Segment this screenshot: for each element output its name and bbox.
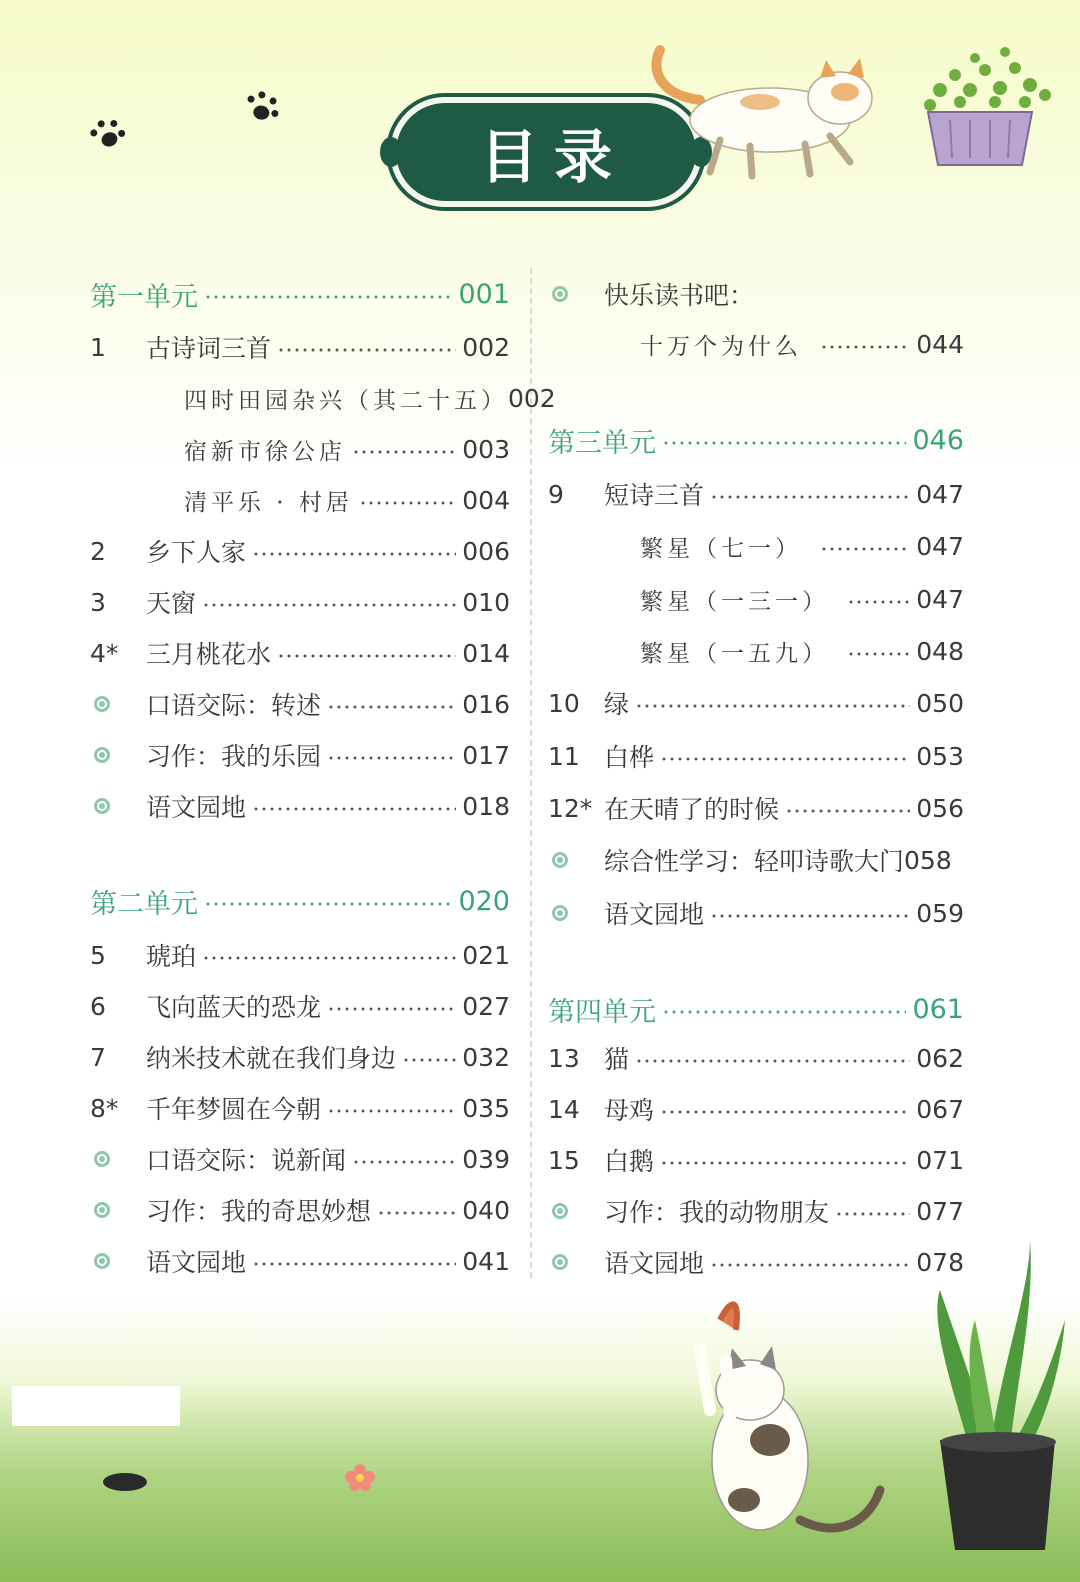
lesson-title: 千年梦圆在今朝 xyxy=(146,1095,322,1124)
lesson-title: 短诗三首 xyxy=(604,481,705,510)
lesson-title: 白鹅 xyxy=(604,1147,655,1176)
leader-dots xyxy=(660,757,910,761)
leader-dots xyxy=(785,809,910,813)
unit-title: 第二单元 xyxy=(90,888,198,920)
leader-dots xyxy=(202,956,456,960)
circle-bullet-icon xyxy=(94,1253,110,1269)
circle-bullet-icon xyxy=(94,696,110,712)
page-number: 061 xyxy=(912,993,964,1025)
page-number: 002 xyxy=(508,383,556,413)
leader-dots xyxy=(660,1110,910,1114)
page-number: 044 xyxy=(916,329,964,359)
toc-activity-row[interactable] xyxy=(548,840,964,880)
subitem-title: 繁星（一三一） xyxy=(640,588,829,615)
page-number: 047 xyxy=(916,479,964,509)
lesson-title: 猫 xyxy=(604,1045,630,1074)
stone-icon xyxy=(100,1470,150,1492)
leader-dots xyxy=(204,902,452,906)
page-number: 006 xyxy=(462,536,510,566)
page-number: 004 xyxy=(462,485,510,515)
page-number: 040 xyxy=(462,1195,510,1225)
toc-subitem-row[interactable] xyxy=(548,631,964,671)
toc-activity-row[interactable] xyxy=(90,1241,510,1281)
leader-dots xyxy=(252,807,456,811)
toc-lesson-row[interactable] xyxy=(548,736,964,776)
leader-dots xyxy=(835,1212,910,1216)
activity-title: 习作：我的奇思妙想 xyxy=(146,1197,372,1226)
activity-title: 语文园地 xyxy=(604,1249,705,1278)
activity-title: 习作：我的乐园 xyxy=(146,742,322,771)
lesson-number: 6 xyxy=(90,991,106,1021)
lesson-title: 飞向蓝天的恐龙 xyxy=(146,993,322,1022)
toc-subitem-row[interactable] xyxy=(90,429,510,469)
snake-plant-illustration xyxy=(920,1230,1070,1560)
leader-dots xyxy=(377,1211,456,1215)
toc-lesson-row[interactable] xyxy=(90,531,510,571)
toc-lesson-row[interactable] xyxy=(90,327,510,367)
lesson-number: 2 xyxy=(90,536,106,566)
page-number: 071 xyxy=(916,1145,964,1175)
page-number: 003 xyxy=(462,434,510,464)
page-number: 041 xyxy=(462,1246,510,1276)
circle-bullet-icon xyxy=(94,798,110,814)
leader-dots xyxy=(327,705,456,709)
leader-dots xyxy=(820,345,910,349)
playing-cat-illustration xyxy=(680,1290,900,1560)
unit-title: 第三单元 xyxy=(548,427,656,459)
subitem-title: 繁星（一五九） xyxy=(640,640,829,667)
leader-dots xyxy=(327,756,456,760)
activity-title: 语文园地 xyxy=(146,1248,247,1277)
leader-dots xyxy=(635,704,910,708)
circle-bullet-icon xyxy=(552,1203,568,1219)
toc-lesson-row[interactable] xyxy=(548,788,964,828)
lesson-title: 三月桃花水 xyxy=(146,640,272,669)
toc-lesson-row[interactable] xyxy=(90,582,510,622)
circle-bullet-icon xyxy=(552,1254,568,1270)
toc-lesson-row[interactable] xyxy=(548,1140,964,1180)
toc-lesson-row[interactable] xyxy=(548,1089,964,1129)
subitem-title: 十万个为什么 xyxy=(640,333,802,360)
lesson-number: 4* xyxy=(90,638,119,668)
leader-dots xyxy=(660,1161,910,1165)
toc-lesson-row[interactable] xyxy=(90,986,510,1026)
lesson-title: 乡下人家 xyxy=(146,538,247,567)
circle-bullet-icon xyxy=(552,852,568,868)
lesson-title: 白桦 xyxy=(604,743,655,772)
page-number: 056 xyxy=(916,793,964,823)
lesson-title: 琥珀 xyxy=(146,942,197,971)
toc-unit-row[interactable] xyxy=(90,274,510,314)
toc-unit-row[interactable] xyxy=(90,881,510,921)
circle-bullet-icon xyxy=(94,1151,110,1167)
toc-lesson-row[interactable] xyxy=(548,683,964,723)
lesson-number: 15 xyxy=(548,1145,580,1175)
flower-icon xyxy=(340,1462,380,1492)
lesson-number: 12* xyxy=(548,793,593,823)
blank-patch xyxy=(12,1386,180,1426)
lesson-title: 天窗 xyxy=(146,589,197,618)
toc-lesson-row[interactable] xyxy=(90,1037,510,1077)
leader-dots xyxy=(202,603,456,607)
page-number: 059 xyxy=(916,898,964,928)
leader-dots xyxy=(662,441,906,445)
paw-print-icon xyxy=(241,89,286,129)
page-number: 001 xyxy=(458,278,510,310)
lesson-number: 9 xyxy=(548,479,564,509)
page-number: 016 xyxy=(462,689,510,719)
toc-subitem-row[interactable] xyxy=(90,378,556,418)
page-title: 目录 xyxy=(479,123,628,191)
leader-dots xyxy=(352,450,456,454)
page-number: 035 xyxy=(462,1093,510,1123)
toc-lesson-row[interactable] xyxy=(548,474,964,514)
leader-dots xyxy=(352,1160,456,1164)
lesson-number: 8* xyxy=(90,1093,119,1123)
page-number: 047 xyxy=(916,531,964,561)
lesson-number: 7 xyxy=(90,1042,106,1072)
paw-print-icon xyxy=(85,112,134,158)
leader-dots xyxy=(277,654,456,658)
toc-unit-row[interactable] xyxy=(548,989,964,1029)
leader-dots xyxy=(402,1058,456,1062)
lesson-number: 10 xyxy=(548,688,580,718)
toc-activity-row[interactable] xyxy=(90,1190,510,1230)
toc-unit-row[interactable] xyxy=(548,420,964,460)
lesson-title: 绿 xyxy=(604,690,630,719)
toc-subitem-row[interactable] xyxy=(548,579,964,619)
activity-title: 口语交际：转述 xyxy=(146,691,322,720)
page-number: 053 xyxy=(916,741,964,771)
lesson-number: 3 xyxy=(90,587,106,617)
leader-dots xyxy=(847,600,910,604)
leader-dots xyxy=(359,501,456,505)
circle-bullet-icon xyxy=(94,747,110,763)
leader-dots xyxy=(662,1010,906,1014)
page-number: 067 xyxy=(916,1094,964,1124)
lesson-title: 古诗词三首 xyxy=(146,334,272,363)
leader-dots xyxy=(327,1007,456,1011)
leader-dots xyxy=(710,495,910,499)
leader-dots xyxy=(204,295,452,299)
leader-dots xyxy=(277,348,456,352)
toc-subitem-row[interactable] xyxy=(548,324,964,364)
page-number: 021 xyxy=(462,940,510,970)
column-divider xyxy=(530,268,532,1278)
activity-title: 语文园地 xyxy=(146,793,247,822)
leader-dots xyxy=(710,914,910,918)
leader-dots xyxy=(820,547,910,551)
page-number: 077 xyxy=(916,1196,964,1226)
page-number: 032 xyxy=(462,1042,510,1072)
page-number: 027 xyxy=(462,991,510,1021)
page-number: 058 xyxy=(904,845,952,875)
toc-activity-row[interactable] xyxy=(548,274,964,314)
toc-activity-row[interactable] xyxy=(90,735,510,775)
leader-dots xyxy=(710,1263,910,1267)
activity-title: 快乐读书吧： xyxy=(604,281,755,310)
page-number: 018 xyxy=(462,791,510,821)
leader-dots xyxy=(252,1262,456,1266)
lesson-number: 14 xyxy=(548,1094,580,1124)
leader-dots xyxy=(252,552,456,556)
page-number: 062 xyxy=(916,1043,964,1073)
toc-lesson-row[interactable] xyxy=(90,1088,510,1128)
leader-dots xyxy=(635,1059,910,1063)
circle-bullet-icon xyxy=(94,1202,110,1218)
toc-lesson-row[interactable] xyxy=(90,935,510,975)
lesson-number: 13 xyxy=(548,1043,580,1073)
page-number: 020 xyxy=(458,885,510,917)
page-number: 078 xyxy=(916,1247,964,1277)
page-number: 046 xyxy=(912,424,964,456)
toc-subitem-row[interactable] xyxy=(90,480,510,520)
toc-lesson-row[interactable] xyxy=(90,633,510,673)
page-number: 017 xyxy=(462,740,510,770)
toc-activity-row[interactable] xyxy=(90,684,510,724)
toc-activity-row[interactable] xyxy=(548,893,964,933)
lesson-number: 5 xyxy=(90,940,106,970)
toc-activity-row[interactable] xyxy=(548,1191,964,1231)
lesson-title: 纳米技术就在我们身边 xyxy=(146,1044,397,1073)
circle-bullet-icon xyxy=(552,286,568,302)
page-number: 048 xyxy=(916,636,964,666)
lesson-number: 11 xyxy=(548,741,580,771)
subitem-title: 繁星（七一） xyxy=(640,535,802,562)
lesson-number: 1 xyxy=(90,332,106,362)
page-number: 010 xyxy=(462,587,510,617)
activity-title: 语文园地 xyxy=(604,900,705,929)
activity-title: 综合性学习：轻叩诗歌大门 xyxy=(604,847,905,876)
toc-subitem-row[interactable] xyxy=(548,526,964,566)
lesson-title: 母鸡 xyxy=(604,1096,655,1125)
toc-lesson-row[interactable] xyxy=(548,1038,964,1078)
page-number: 014 xyxy=(462,638,510,668)
unit-title: 第一单元 xyxy=(90,281,198,313)
leader-dots xyxy=(847,652,910,656)
toc-activity-row[interactable] xyxy=(90,786,510,826)
page-number: 002 xyxy=(462,332,510,362)
unit-title: 第四单元 xyxy=(548,996,656,1028)
toc-activity-row[interactable] xyxy=(548,1242,964,1282)
subitem-title: 宿新市徐公店 xyxy=(184,438,346,465)
toc-activity-row[interactable] xyxy=(90,1139,510,1179)
potted-plant-illustration xyxy=(910,40,1060,170)
lesson-title: 在天晴了的时候 xyxy=(604,795,780,824)
circle-bullet-icon xyxy=(552,905,568,921)
page-number: 050 xyxy=(916,688,964,718)
leader-dots xyxy=(327,1109,456,1113)
activity-title: 口语交际：说新闻 xyxy=(146,1146,347,1175)
subitem-title: 四时田园杂兴（其二十五） xyxy=(184,387,508,414)
page-number: 039 xyxy=(462,1144,510,1174)
subitem-title: 清平乐 · 村居 xyxy=(184,489,353,516)
activity-title: 习作：我的动物朋友 xyxy=(604,1198,830,1227)
walking-cat-illustration xyxy=(640,40,890,180)
page-number: 047 xyxy=(916,584,964,614)
